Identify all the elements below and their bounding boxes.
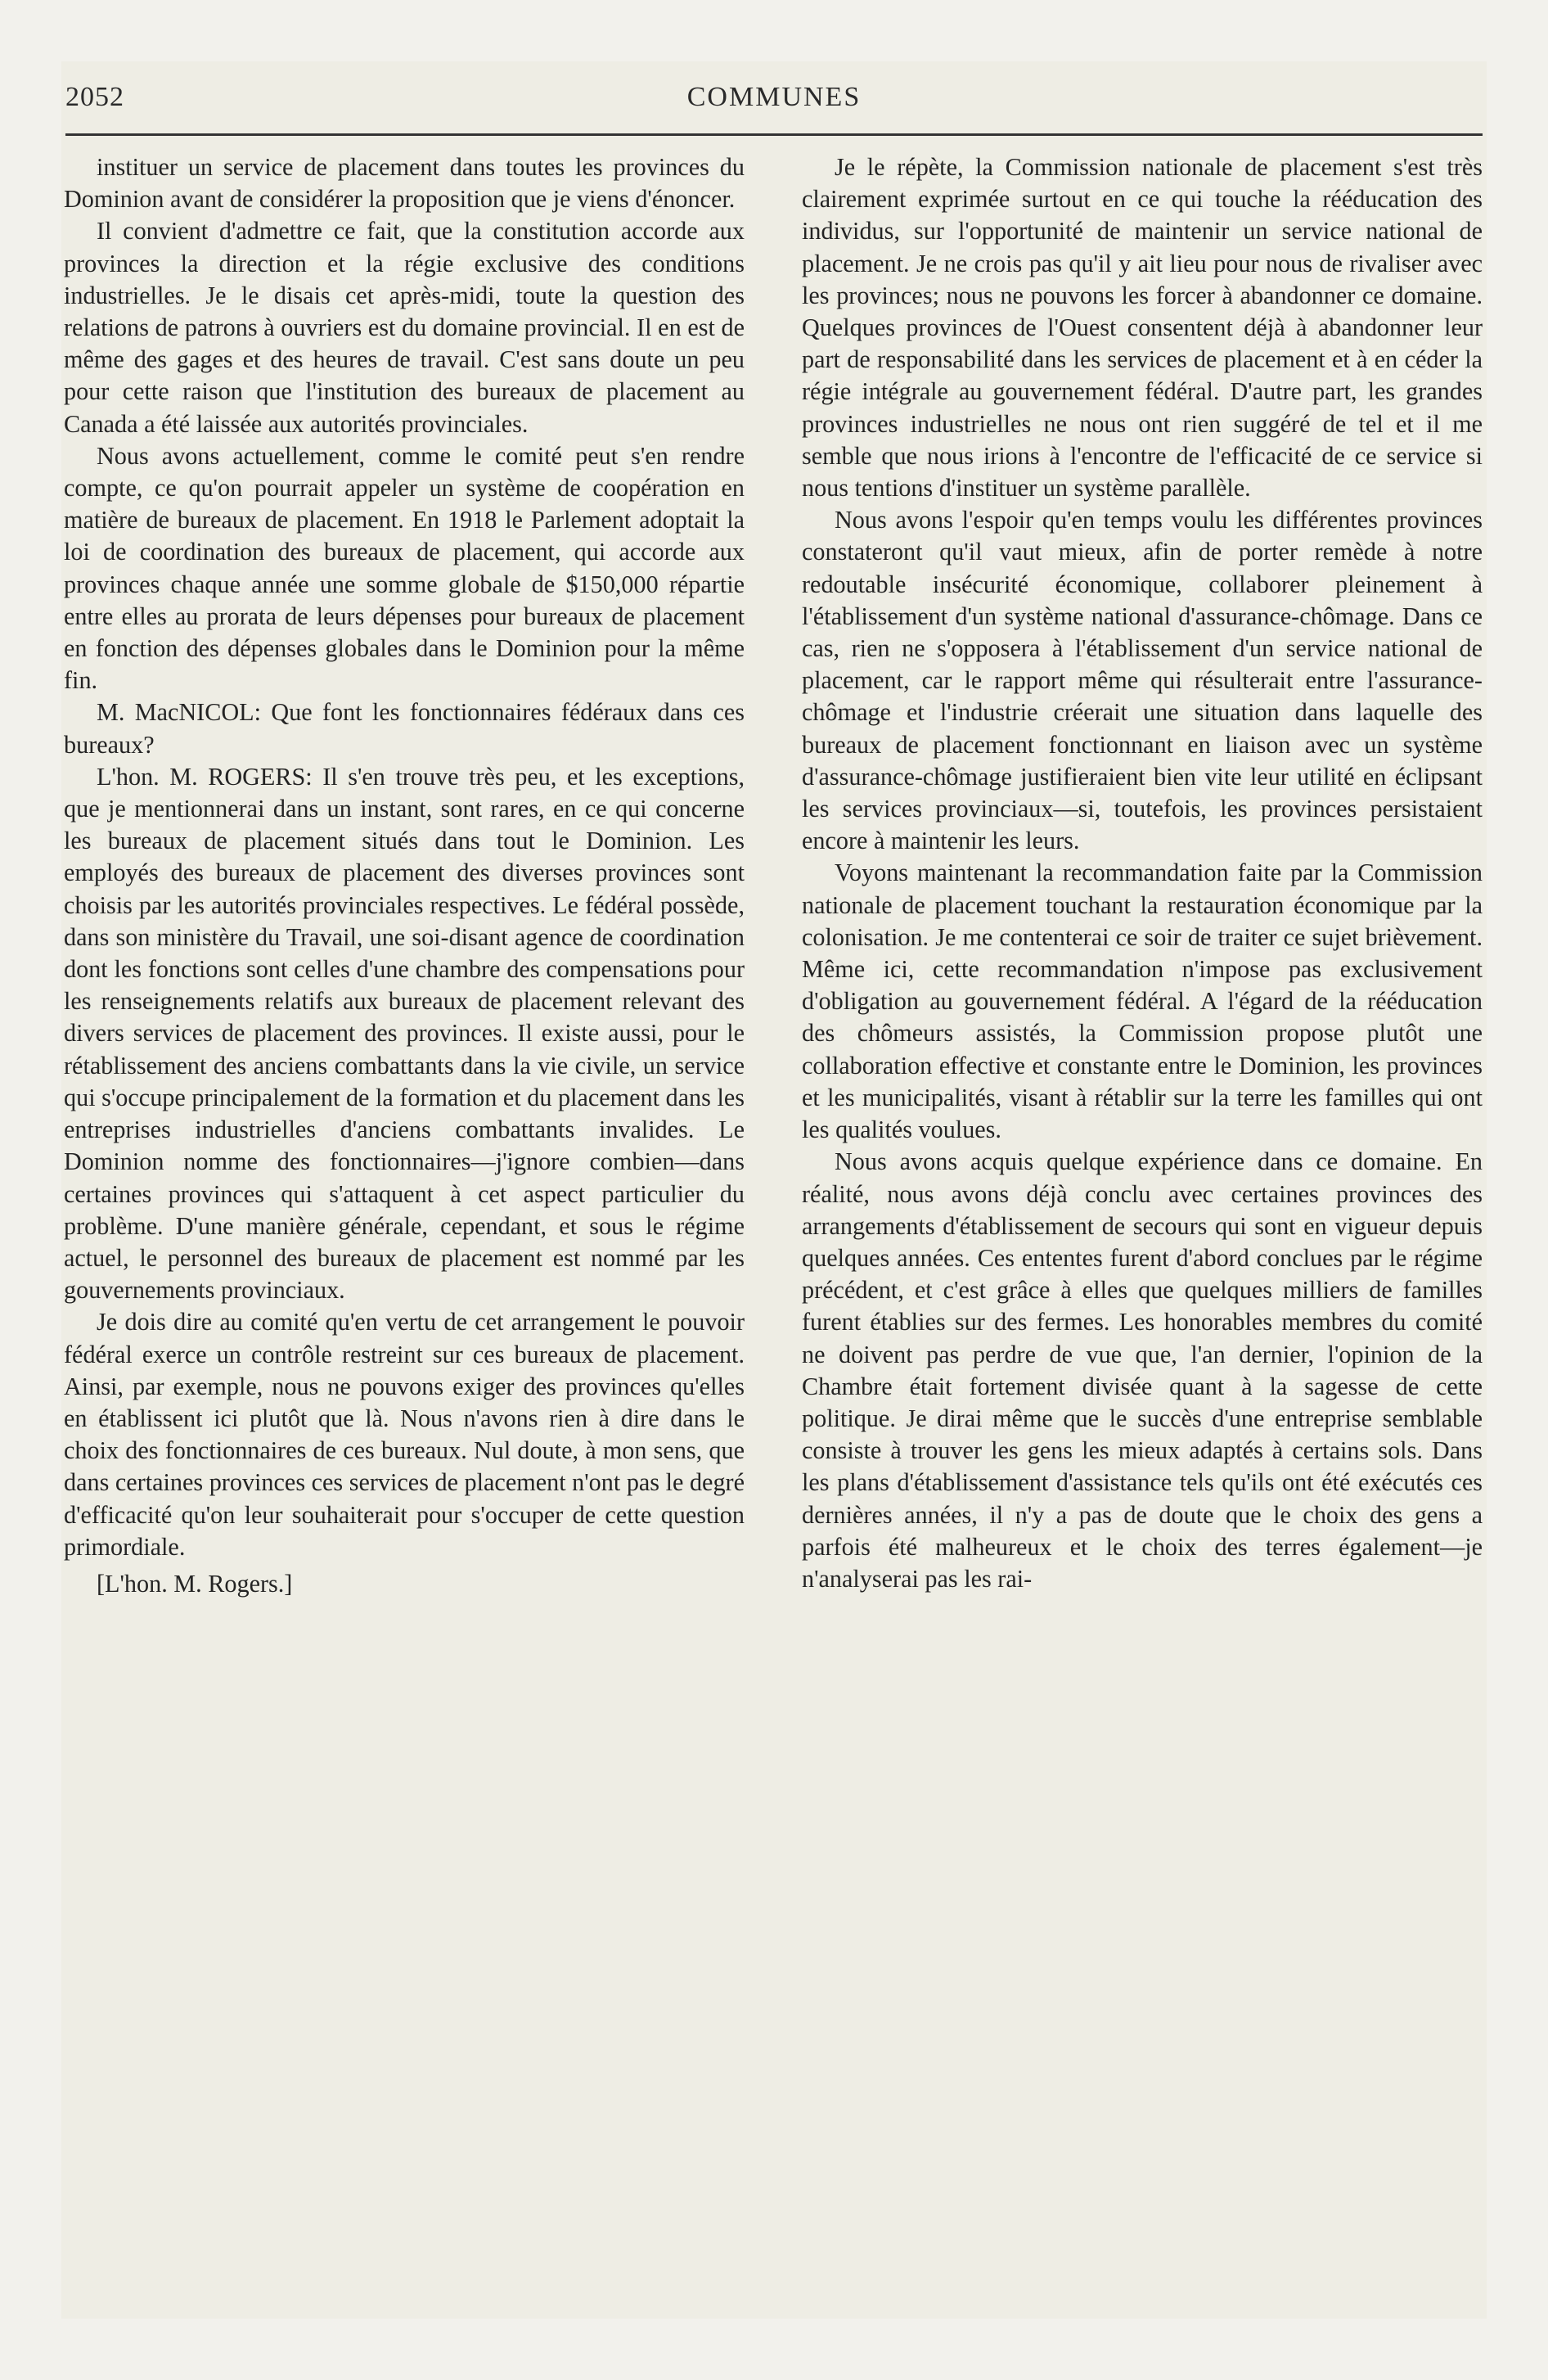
- paragraph: Voyons maintenant la recommandation faite par la Commission nationale de placement touchant la restauration économique par la colonisation. Je me contenterai ce soir de traiter ce sujet brièvement. Même ici, cette recommandation n'impose pas exclusivement d'obligation au gouvernement fédéral. A l'égard de la rééducation des chômeurs assistés, la Commission propose plutôt une collaboration effective et constante entre le Dominion, les provinces et les municipalités, visant à rétablir sur la terre les familles qui ont les qualités voulues.: [802, 859, 1483, 1144]
- paragraph: Je dois dire au comité qu'en vertu de cet arrangement le pouvoir fédéral exerce un contrôle restreint sur ces bureaux de placement. Ainsi, par exemple, nous ne pouvons exiger des provinces qu'elles en établissent ici plutôt que là. Nous n'avons rien à dire dans le choix des fonctionnaires de ces bureaux. Nul doute, à mon sens, que dans certaines provinces ces services de placement n'ont pas le degré d'efficacité qu'on leur souhaiterait pour s'occuper de cette question primordiale.: [64, 1308, 745, 1561]
- left-column: [64, 151, 745, 1600]
- right-column: [802, 151, 1483, 1600]
- paragraph: instituer un service de placement dans toutes les provinces du Dominion avant de considérer la proposition que je viens d'énoncer.: [64, 153, 745, 214]
- text-columns: [64, 151, 1483, 1600]
- paragraph: Il convient d'admettre ce fait, que la constitution accorde aux provinces la direction et la régie exclusive des conditions industrielles. Je le disais cet après-midi, toute la question des relations de patrons à ouvriers est du domaine provincial. Il en est de même des gages et des heures de travail. C'est sans doute un peu pour cette raison que l'institution des bureaux de placement au Canada a été laissée aux autorités provinciales.: [64, 217, 745, 438]
- paragraph: Je le répète, la Commission nationale de placement s'est très clairement exprimée surtout en ce qui touche la rééducation des individus, sur l'opportunité de maintenir un service national de placement. Je ne crois pas qu'il y ait lieu pour nous de rivaliser avec les provinces; nous ne pouvons les forcer à abandonner ce domaine. Quelques provinces de l'Ouest consentent déjà à abandonner leur part de responsabilité dans les services de placement et à en céder la régie intégrale au gouvernement fédéral. D'autre part, les grandes provinces industrielles ne nous ont rien suggéré de tel et il me semble que nous irions à l'encontre de l'efficacité de ce service si nous tentions d'instituer un système parallèle.: [802, 153, 1483, 503]
- paragraph: L'hon. M. ROGERS: Il s'en trouve très peu, et les exceptions, que je mentionnerai dans un instant, sont rares, en ce qui concerne les bureaux de placement situés dans tout le Dominion. Les employés des bureaux de placement des diverses provinces sont choisis par les autorités provinciales respectives. Le fédéral possède, dans son ministère du Travail, une soi-disant agence de coordination dont les fonctions sont celles d'une chambre des compensations pour les renseignements relatifs aux bureaux de placement relevant des divers services de placement des provinces. Il existe aussi, pour le rétablissement des anciens combattants dans la vie civile, un service qui s'occupe principalement de la formation et du placement dans les entreprises industrielles d'anciens combattants invalides. Le Dominion nomme des fonctionnaires—j'ignore combien—dans certaines provinces qui s'attaquent à cet aspect particulier du problème. D'une manière générale, cependant, et sous le régime actuel, le personnel des bureaux de placement est nommé par les gouvernements provinciaux.: [64, 762, 745, 1305]
- page-header: [65, 82, 1483, 123]
- paragraph: M. MacNICOL: Que font les fonctionnaires fédéraux dans ces bureaux?: [64, 698, 745, 759]
- header-rule: [65, 133, 1483, 136]
- paragraph: Nous avons acquis quelque expérience dans ce domaine. En réalité, nous avons déjà conclu avec certaines provinces des arrangements d'établissement de secours qui sont en vigueur depuis quelques années. Ces ententes furent d'abord conclues par le régime précédent, et c'est grâce à elles que quelques milliers de familles furent établies sur des fermes. Les honorables membres du comité ne doivent pas perdre de vue que, l'an dernier, l'opinion de la Chambre était fortement divisée quant à la sagesse de cette politique. Je dirai même que le succès d'une entreprise semblable consiste à trouver les gens les mieux adaptés à certains sols. Dans les plans d'établissement d'assistance tels qu'ils ont été exécutés ces dernières années, il n'y a pas de doute que le choix des gens a parfois été malheureux et le choix des terres également—je n'analyserai pas les rai-: [802, 1147, 1483, 1593]
- running-title: COMMUNES: [686, 82, 862, 112]
- speaker-signature: [L'hon. M. Rogers.]: [97, 1569, 293, 1598]
- paragraph: Nous avons actuellement, comme le comité peut s'en rendre compte, ce qu'on pourrait appeler un système de coopération en matière de bureaux de placement. En 1918 le Parlement adoptait la loi de coordination des bureaux de placement, qui accorde aux provinces chaque année une somme globale de $150,000 répartie entre elles au prorata de leurs dépenses pour bureaux de placement en fonction des dépenses globales dans le Dominion pour la même fin.: [64, 441, 745, 695]
- page-number: 2052: [65, 82, 124, 112]
- paragraph: Nous avons l'espoir qu'en temps voulu les différentes provinces constateront qu'il vaut mieux, afin de porter remède à notre redoutable insécurité économique, collaborer pleinement à l'établissement d'un système national d'assurance-chômage. Dans ce cas, rien ne s'opposera à l'établissement d'un service national de placement, car le rapport même qui résulterait entre l'assurance-chômage et l'industrie créerait une situation dans laquelle des bureaux de placement fonctionnant en liaison avec un système d'assurance-chômage justifieraient bien vite leur utilité en éclipsant les services provinciaux—si, toutefois, les provinces persistaient encore à maintenir les leurs.: [802, 506, 1483, 855]
